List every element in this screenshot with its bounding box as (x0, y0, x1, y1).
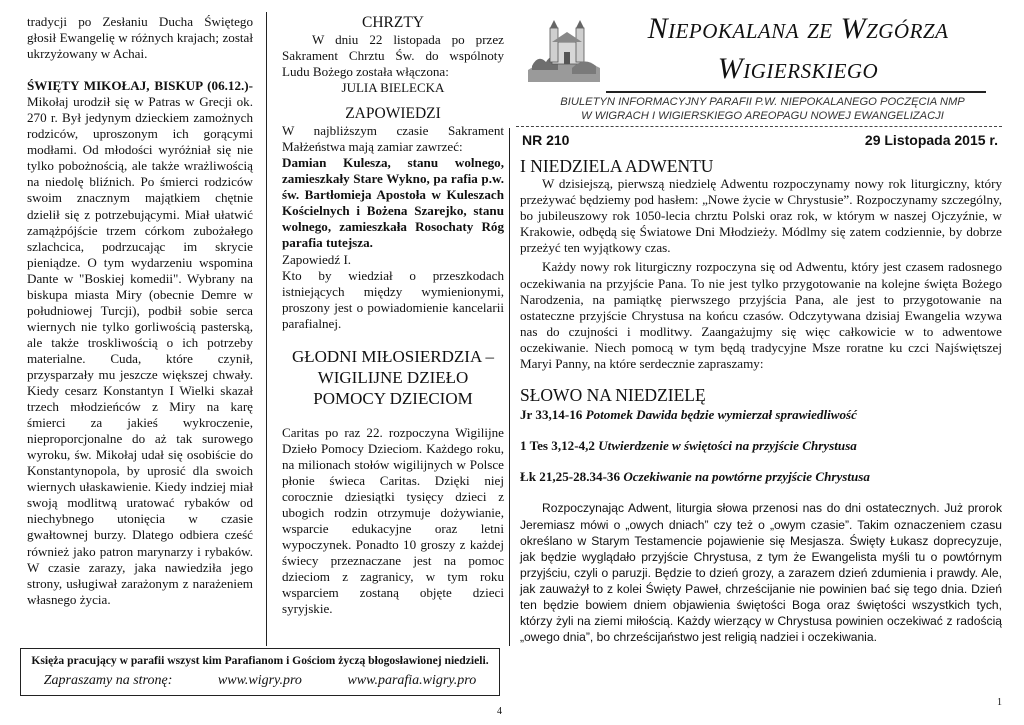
footer-box (20, 648, 500, 696)
column-divider-1 (266, 12, 267, 646)
masthead-subtitle-1: BIULETYN INFORMACYJNY PARAFII P.W. NIEPOKALANEGO POCZĘCIA NMP (560, 96, 965, 108)
left-paragraph-continued: tradycji po Zesłaniu Ducha Świętego głosił Ewangelię w różnych krajach; został ukrzyżowany w Achai. (27, 14, 253, 62)
baptized-name: JULIA BIELECKA (341, 80, 445, 96)
adwent-paragraph-1: W dzisiejszą, pierwszą niedzielę Adwentu rozpoczynamy nowy rok liturgiczny, który przeżywać będziemy pod hasłem: „Nowe życie w Chrystusie”. Rozpoczynamy szczególny, bo jubileuszowy rok 1050-lecia chrztu Polski oraz rok, w którym w naszej Ojczyźnie, w Krakowie, odbędą się Światowe Dni Młodzieży. Módlmy się zatem codziennie, by dobrze przeżyć ten wyjątkowy czas. (520, 176, 1002, 256)
reading-1: Jr 33,14-16 Potomek Dawida będzie wymierzał sprawiedliwość (520, 407, 857, 423)
masthead-rule (606, 91, 986, 93)
zapowiedzi-heading: ZAPOWIEDZI (345, 105, 441, 123)
reading-3: Łk 21,25-28.34-36 Oczekiwanie na powtórne przyjście Chrystusa (520, 469, 870, 485)
saint-nicholas-heading: ŚWIĘTY MIKOŁAJ, BISKUP (06.12.)- (27, 78, 253, 94)
adwent-article (520, 156, 1002, 645)
saint-nicholas-article (27, 78, 253, 608)
zapowiedzi-note: Zapowiedź I. (282, 251, 352, 267)
footer-greeting: Księża pracujący w parafii wszyst kim Parafianom i Gościom życzą błogosławionej niedzieli. (31, 654, 489, 667)
chrzty-text: W dniu 22 listopada po przez Sakrament Chrztu Św. do wspólnoty Ludu Bożego została włączona: (282, 32, 504, 80)
adwent-paragraph-2: Każdy nowy rok liturgiczny rozpoczyna się od Adwentu, który jest czasem radosnego oczekiwania na przyjście Pana. To nie jest tylko przygotowanie na kolejne święta Bożego Narodzenia, na pamiątkę pierwszego przyjścia Pana, ale jest to przygotowanie na ostateczne przyjście Chrystusa na końcu czasów. Odczytywana dzisiaj Ewangelia wzywa nas do czujności i modlitwy. Zaangażujmy się więc całkowicie w to adwentowe oczekiwanie. Niech pomocą w tym będą tradycyjne Msze roratne ku czci Najświętszej Maryi Panny, na które serdecznie zapraszamy: (520, 259, 1002, 372)
issue-date: 29 Listopada 2015 r. (864, 132, 998, 148)
zapowiedzi-couple: Damian Kulesza, stanu wolnego, zamieszkały Stare Wykno, pa rafia p.w. św. Bartłomieja Apostoła w Kuleszach Kościelnych i Bożena Szarejko, stanu wolnego, zamieszkała Rosochaty Róg parafia tutejsza. (282, 155, 504, 251)
issue-number: NR 210 (522, 132, 570, 148)
zapowiedzi-closing: Kto by wiedział o przeszkodach istniejących między wymienionymi, proszony jest o powiadomienie kancelarii parafialnej. (282, 267, 504, 331)
page-number-left: 4 (497, 706, 502, 717)
caritas-text: Caritas po raz 22. rozpoczyna Wigilijne Dzieło Pomocy Dzieciom. Każdego roku, na milionach stołów wigilijnych w Polsce płonie świeca Caritas. Dzięki niej corocznie dziesiątki tysięcy dzieci z ubogich rodzin otrzymuje dożywianie, wsparcie edukacyjne oraz letni wypoczynek. Ponadto 10 groszy z każdej świecy przeznaczane jest na pomoc dzieciom z zagranicy, w tym roku wsparciem zostaną objęte dzieci syryjskie. (282, 424, 504, 617)
adwent-heading: I NIEDZIELA ADWENTU (520, 156, 714, 176)
reading-2: 1 Tes 3,12-4,2 Utwierdzenie w świętości na przyjście Chrystusa (520, 438, 857, 454)
website-link-2[interactable]: www.parafia.wigry.pro (347, 673, 477, 688)
masthead-subtitle-2: W WIGRACH I WIGIERSKIEGO AREOPAGU NOWEJ EWANGELIZACJI (581, 110, 944, 122)
chrzty-heading: CHRZTY (362, 14, 424, 31)
middle-column (282, 14, 504, 617)
church-logo (528, 18, 600, 82)
slowo-body: Rozpoczynając Adwent, liturgia słowa przenosi nas do dni ostatecznych. Już prorok Jeremiasz mówi o „owych dniach” czy też o „owym czasie”. Takim oznaczeniem czasu określano w Starym Testamencie pojawienie się Mesjasza. Święty Łukasz doprecyzuje, jak będzie wyglądało przyjście Chrystusa, z tym że Ewangelista myśli tu o powtórnym przyjściu, czyli o paruzji. Będzie to dzień grozy, a zarazem dzień zdumienia i prawdy. Ale, jak zauważył to z kolei Święty Paweł, chrześcijanie nie powinien bać się tego dnia. Dzień ten będzie bowiem dniem objawienia świętości Boga oraz świętości wszystkich tych, którzy żyli na ziemi miłością. Każdy wierzący w Chrystusa powinien oczekiwać z radością „owego dnia”, bo chrześcijaństwo jest religią nadziei i oczekiwania. (520, 501, 1002, 645)
slowo-heading: SŁOWO NA NIEDZIELĘ (520, 385, 706, 406)
caritas-heading: GŁODNI MIŁOSIERDZIA – WIGILIJNE DZIEŁO POMOCY DZIECIOM (291, 346, 495, 408)
column-divider-2 (509, 128, 510, 646)
website-link-1[interactable]: www.wigry.pro (217, 673, 302, 688)
page-number-right: 1 (997, 697, 1002, 708)
left-column (27, 14, 253, 608)
masthead-title-line-2: Wigierskiego (717, 52, 879, 85)
zapowiedzi-intro: W najbliższym czasie Sakrament Małżeństwa mają zamiar zawrzeć: (282, 123, 504, 155)
masthead-dashed-rule (516, 126, 1002, 127)
footer-invite: Zapraszamy na stronę: (43, 673, 173, 688)
saint-nicholas-text: Mikołaj urodził się w Patras w Grecji ok. 270 r. Był jedynym dzieckiem zamożnych rodziców, uproszonym ich gorącymi modłami. Od młodości wyróżniał się nie tylko pobożnością, ale także wrażliwością na niedolę bliźnich. Po śmierci rodziców swoim znacznym majątkiem chętnie dzielił się z potrzebującymi. Miał ułatwić zamążpójście trzem córkom zubożałego szlachcica, podrzucając im skrycie pieniądze. O tym wydarzeniu wspomina Dante w "Boskiej komedii". Wybrany na biskupa miasta Miry (obecnie Demre w południowej Turcji), podbił sobie serca wiernych nie tylko gorliwością pasterską, ale także troskliwością o ich potrzeby materialne. Cuda, które czynił, przysparzały mu jeszcze większej chwały. Kiedy cesarz Konstantyn I Wielki skazał trzech młodzieńców z Miry na karę śmierci za jakieś wykroczenie, nieproporcjonalne do aż tak surowego wyroku, św. Mikołaj udał się osobiście do Konstantynopola, by uprosić dla swoich wiernych ułaskawienie. Kiedy indziej miał swoją modlitwą uratować rybaków od niechybnego utonięcia w czasie gwałtownej burzy. Dlatego odbiera cześć również jako patron marynarzy i rybaków. W czasie zarazy, jaka nawiedziła jego strony, usługiwał zarażonym z narażeniem własnego życia. (27, 94, 253, 607)
footer-links (21, 673, 499, 689)
masthead-title-line-1: Niepokalana ze Wzgórza (647, 12, 949, 45)
